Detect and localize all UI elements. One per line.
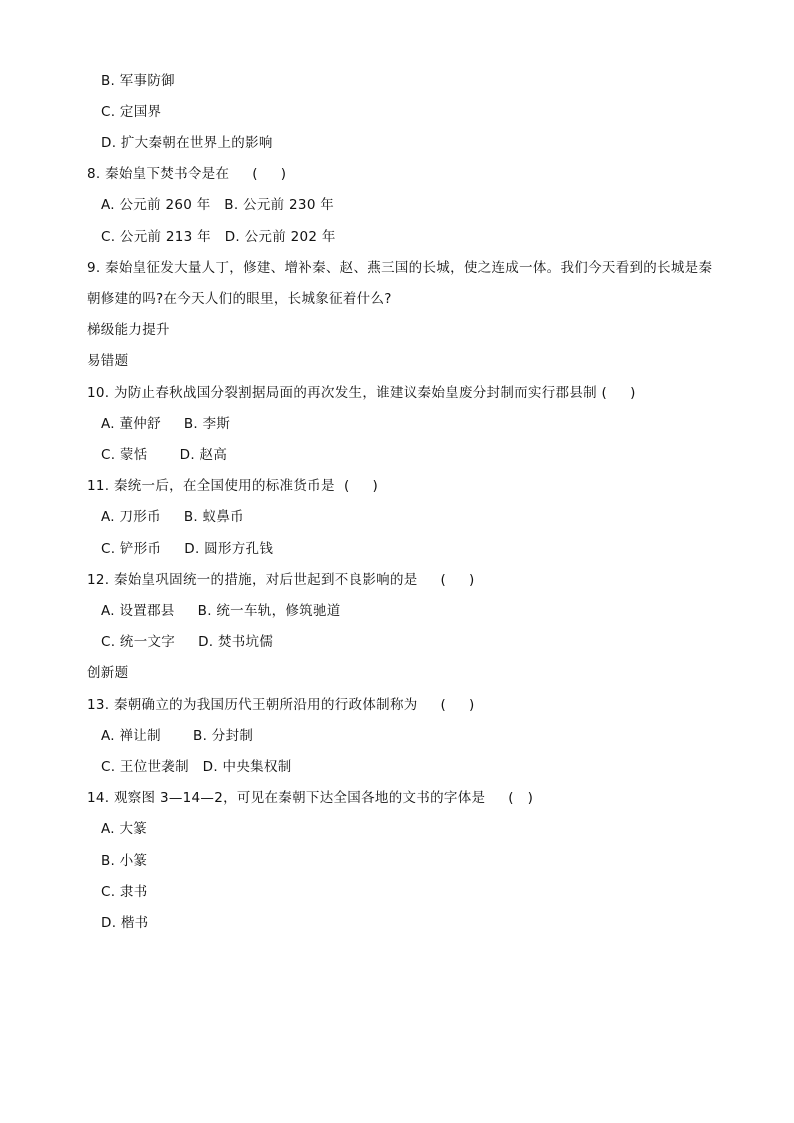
q10-options-cd: C. 蒙恬 D. 赵高 (101, 447, 228, 463)
q10-stem: 10. 为防止春秋战国分裂割据局面的再次发生，谁建议秦始皇废分封制而实行郡县制 ( ) (87, 385, 636, 401)
q8-stem: 8. 秦始皇下焚书令是在 ( ) (87, 166, 287, 182)
q11-options-ab: A. 刀形币 B. 蚁鼻币 (101, 509, 244, 525)
q14-stem: 14. 观察图 3—14—2，可见在秦朝下达全国各地的文书的字体是 ( ) (87, 790, 534, 806)
q11-options-cd: C. 铲形币 D. 圆形方孔钱 (101, 541, 274, 557)
q10-options-ab: A. 董仲舒 B. 李斯 (101, 416, 231, 432)
q13-options-ab: A. 禅让制 B. 分封制 (101, 728, 254, 744)
q9-stem-line-1: 9. 秦始皇征发大量人丁，修建、增补秦、赵、燕三国的长城，使之连成一体。我们今天看到的长城是秦 (87, 260, 713, 276)
q8-options-cd: C. 公元前 213 年 D. 公元前 202 年 (101, 229, 336, 245)
q14-option-b: B. 小篆 (101, 853, 148, 869)
q9-stem-line-2: 朝修建的吗?在今天人们的眼里，长城象征着什么? (87, 291, 392, 307)
q11-stem: 11. 秦统一后，在全国使用的标准货币是 ( ) (87, 478, 379, 494)
q12-options-ab: A. 设置郡县 B. 统一车轨，修筑驰道 (101, 603, 341, 619)
section-heading-ladder: 梯级能力提升 (87, 322, 170, 338)
q8-options-ab: A. 公元前 260 年 B. 公元前 230 年 (101, 197, 335, 213)
q12-options-cd: C. 统一文字 D. 焚书坑儒 (101, 634, 274, 650)
q12-stem: 12. 秦始皇巩固统一的措施，对后世起到不良影响的是 ( ) (87, 572, 475, 588)
q13-options-cd: C. 王位世袭制 D. 中央集权制 (101, 759, 292, 775)
q7-option-c: C. 定国界 (101, 104, 162, 120)
section-heading-innovation: 创新题 (87, 665, 129, 681)
q14-option-a: A. 大篆 (101, 821, 148, 837)
q14-option-d: D. 楷书 (101, 915, 149, 931)
section-heading-error-prone: 易错题 (87, 353, 129, 369)
q14-option-c: C. 隶书 (101, 884, 148, 900)
q7-option-d: D. 扩大秦朝在世界上的影响 (101, 135, 273, 151)
q7-option-b: B. 军事防御 (101, 73, 175, 89)
q13-stem: 13. 秦朝确立的为我国历代王朝所沿用的行政体制称为 ( ) (87, 697, 475, 713)
